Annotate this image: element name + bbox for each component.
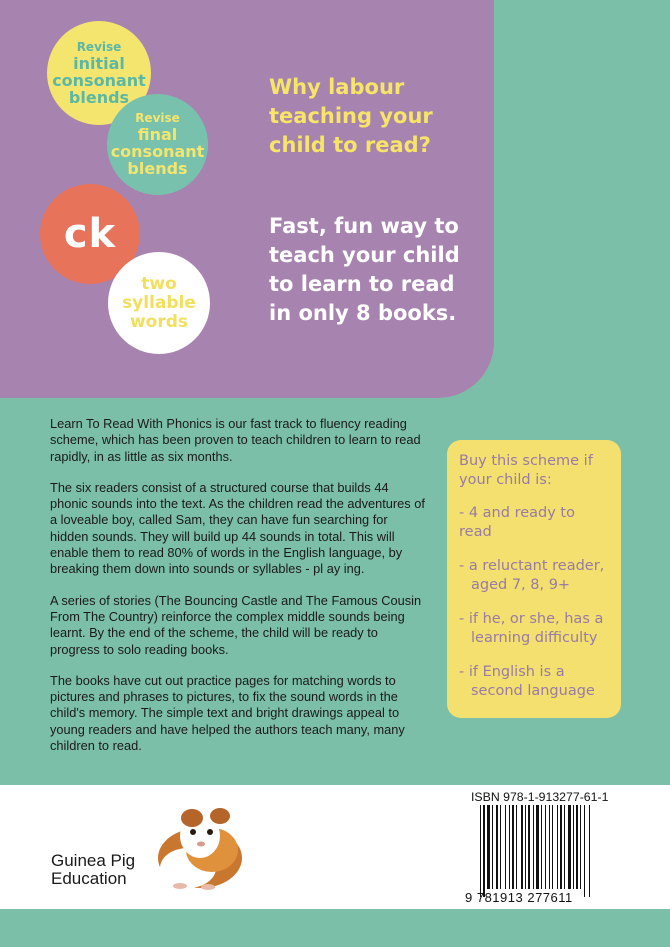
barcode-bar	[580, 805, 581, 889]
publisher-line: Guinea Pig	[51, 851, 136, 870]
bubble-line: two	[141, 273, 177, 294]
barcode-bar	[552, 805, 553, 889]
title-line: your child is:	[459, 472, 552, 488]
barcode-bar	[536, 805, 539, 889]
barcode-bar	[509, 805, 510, 889]
bubble-line: initial	[73, 53, 125, 73]
barcode-bar	[589, 805, 590, 897]
tagline-line: Fast, fun way to	[269, 214, 459, 238]
list-item	[459, 504, 611, 542]
barcode-bar	[584, 805, 585, 897]
description-paragraph: The books have cut out practice pages for matching words to pictures and phrases to pictures, to fix the sound words in the child's memory. The simple text and bright drawings appeal to young readers and have helped the authors teach many, many children to read.	[50, 672, 405, 754]
item-line: second language	[471, 683, 595, 699]
barcode-bar	[528, 805, 530, 889]
tagline	[269, 212, 489, 328]
bubble-line: consonant	[110, 142, 205, 161]
buy-reasons-list	[459, 504, 611, 701]
barcode-bar	[492, 805, 493, 889]
buy-reasons-box	[447, 440, 621, 718]
item-line: learning difficulty	[471, 630, 598, 646]
description-text	[50, 416, 425, 769]
barcode-bar	[541, 805, 542, 889]
list-item	[459, 610, 611, 648]
description-paragraph: The six readers consist of a structured course that builds 44 phonic sounds into the text. As the children read the adventures of a loveable boy, called Sam, they can have fun searching for hidden sounds. They will build up 44 sounds in total. This will enable them to read 80% of words in the English language, by breaking them down into sounds or syllables - pl ay ing.	[50, 479, 425, 577]
bubble-line: blends	[68, 87, 130, 107]
barcode-bar	[533, 805, 534, 889]
headline-line: Why labour	[269, 75, 405, 99]
item-line: - a reluctant reader,	[459, 558, 605, 574]
list-item	[459, 663, 611, 701]
barcode-bar	[500, 805, 501, 889]
publisher-logo	[51, 852, 135, 888]
guinea-pig-illustration	[150, 798, 250, 893]
barcode-bar	[516, 805, 517, 889]
barcode-bar	[576, 805, 578, 889]
bubble-two-syllable-words	[108, 252, 210, 354]
description-paragraph: Learn To Read With Phonics is our fast track to fluency reading scheme, which has been proven to teach children to learn to read rapidly, in as little as six months.	[50, 416, 421, 464]
bubble-small-label: Revise	[135, 111, 180, 125]
isbn-label: ISBN 978-1-913277-61-1	[471, 790, 609, 804]
bubble-ck-text: ck	[63, 211, 117, 257]
barcode-bar	[564, 805, 565, 889]
bubble-line: syllable	[122, 292, 196, 313]
tagline-line: in only 8 books.	[269, 301, 457, 325]
barcode-bar	[487, 805, 490, 889]
publisher-line: Education	[51, 869, 127, 888]
bubble-line: blends	[127, 159, 188, 178]
barcode-digits: 9 781913 277611	[465, 890, 573, 905]
barcode-bar	[525, 805, 526, 889]
item-line: - if English is a	[459, 664, 565, 680]
bubble-line: final	[137, 125, 178, 144]
barcode-bar	[512, 805, 514, 889]
barcode-bar	[483, 805, 485, 897]
tagline-line: to learn to read	[269, 272, 455, 296]
tagline-line: teach your child	[269, 243, 460, 267]
barcode-bar	[549, 805, 550, 889]
bubble-line: words	[129, 311, 189, 332]
buy-reasons-title	[459, 452, 611, 490]
barcode-bar	[568, 805, 571, 889]
headline-line: teaching your	[269, 104, 433, 128]
barcode-bar	[560, 805, 562, 889]
barcode-bar	[557, 805, 558, 889]
item-line: - if he, or she, has a	[459, 611, 604, 627]
bubble-small-label: Revise	[76, 39, 122, 54]
title-line: Buy this scheme if	[459, 453, 593, 469]
barcode-bar	[496, 805, 498, 889]
barcode-bar	[573, 805, 574, 889]
barcode-bar	[505, 805, 506, 889]
item-line: aged 7, 8, 9+	[471, 577, 571, 593]
headline	[269, 73, 479, 160]
bubble-line: consonant	[52, 70, 146, 90]
barcode-bar	[480, 805, 481, 897]
item-line: - 4 and ready to read	[459, 505, 575, 540]
description-paragraph: A series of stories (The Bouncing Castle and The Famous Cousin From The Country) reinforce the complex middle sounds being learnt. By the end of the scheme, the child will be ready to progress to solo reading books.	[50, 592, 422, 657]
bubble-final-consonant-blends	[107, 94, 208, 195]
barcode-bar	[545, 805, 546, 889]
list-item	[459, 557, 611, 595]
headline-line: child to read?	[269, 133, 431, 157]
barcode-bar	[521, 805, 523, 889]
